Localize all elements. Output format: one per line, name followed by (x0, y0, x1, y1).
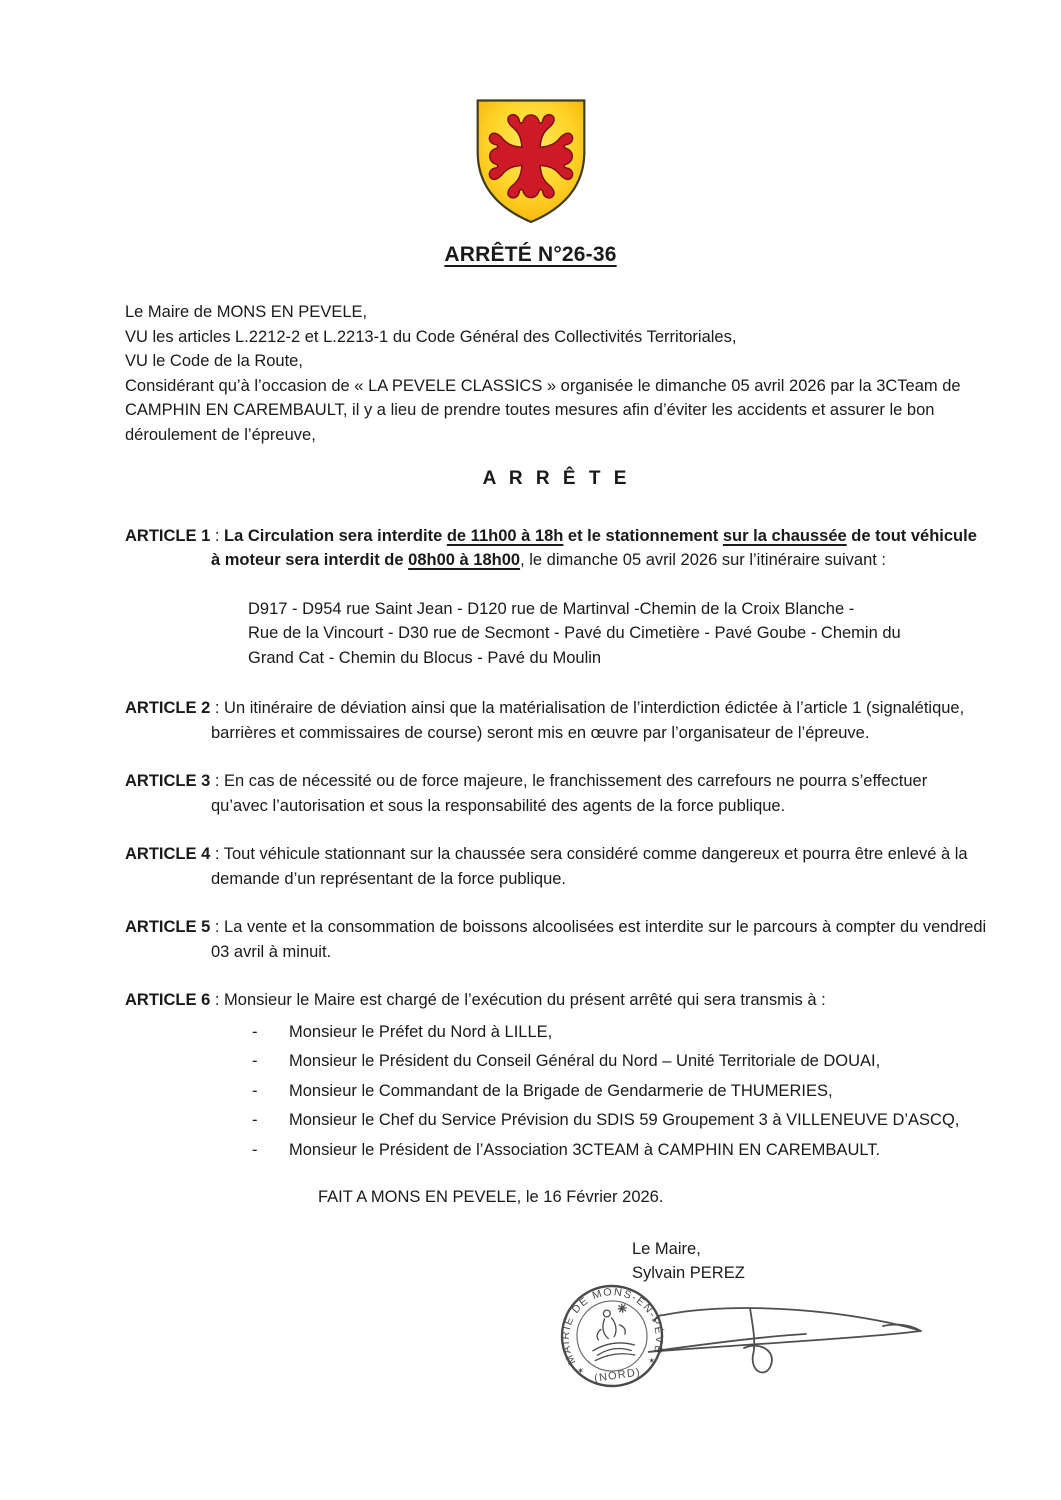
preamble-line: Considérant qu’à l’occasion de « LA PEVELE CLASSICS » organisée le dimanche 05 avril 2026 par la 3CTeam de CAMPHIN EN CAREMBAULT, il y a lieu de prendre toutes mesures afin d’éviter les accidents et assurer le bon déroulement de l’épreuve, (125, 376, 961, 444)
bullet-dash: - (252, 1140, 258, 1159)
article-body: Monsieur le Maire est chargé de l’exécution du présent arrêté qui sera transmis à : (224, 991, 826, 1009)
article-separator: : (210, 699, 225, 717)
list-item (252, 1077, 988, 1107)
seal-star-icon: ✶ (647, 1355, 657, 1367)
list-item-text: Monsieur le Commandant de la Brigade de Gendarmerie de THUMERIES, (289, 1081, 833, 1100)
seal-bottom-text: (NORD) (593, 1366, 642, 1385)
route-line: D917 - D954 rue Saint Jean - D120 rue de Martinval -Chemin de la Croix Blanche - (248, 599, 855, 618)
list-item (252, 1047, 988, 1077)
town-seal-icon (553, 1279, 672, 1393)
article-body: Tout véhicule stationnant sur la chaussée sera considéré comme dangereux et pourra être enlevé à la demande d’un représentant de la force publique. (211, 845, 968, 888)
preamble-line: VU le Code de la Route, (125, 352, 303, 370)
signoff-name: Sylvain PEREZ (632, 1264, 745, 1282)
route-line: Rue de la Vincourt - D30 rue de Secmont - Pavé du Cimetière - Pavé Goube - Chemin du (248, 624, 901, 642)
article-label: ARTICLE 3 (125, 772, 211, 790)
list-item-text: Monsieur le Président de l’Association 3CTEAM à CAMPHIN EN CAREMBAULT. (289, 1140, 881, 1159)
article-6 (125, 988, 988, 1013)
article-2 (125, 696, 988, 745)
list-item (252, 1018, 988, 1048)
seal-emblem-icon (587, 1303, 636, 1360)
bullet-dash: - (252, 1111, 258, 1129)
article-label: ARTICLE 6 (125, 991, 211, 1009)
list-item (252, 1106, 988, 1136)
article-body: En cas de nécessité ou de force majeure, le franchissement des carrefours ne pourra s’effectuer qu’avec l’autorisation et sous la responsabilité des agents de la force publique. (211, 772, 928, 815)
arrete-heading: A R R Ê T E (482, 468, 631, 489)
article-separator: : (210, 526, 225, 545)
signature-stamp-zone (553, 1274, 953, 1414)
seal-star-icon: ✶ (576, 1365, 585, 1377)
document-title: ARRÊTÉ N°26-36 (444, 243, 617, 266)
preamble-line: Le Maire de MONS EN PEVELE, (125, 303, 368, 321)
signature-scribble-icon (648, 1308, 921, 1372)
article-3 (125, 769, 988, 818)
article-label: ARTICLE 1 (125, 526, 211, 545)
bullet-dash: - (252, 1022, 258, 1041)
article-separator: : (210, 991, 225, 1009)
preamble (125, 300, 988, 447)
crest-shield-icon (469, 93, 593, 227)
route-itinerary (248, 597, 988, 671)
recipient-list (125, 1018, 988, 1166)
article-body: Un itinéraire de déviation ainsi que la matérialisation de l’interdiction édictée à l’article 1 (signalétique, barrières et commissaires de course) seront mis en œuvre par l’organisateur de l’épreuve. (211, 699, 965, 742)
closing-line: FAIT A MONS EN PEVELE, le 16 Février 2026. (318, 1188, 664, 1206)
municipal-crest (0, 0, 1061, 227)
article-label: ARTICLE 4 (125, 845, 211, 863)
article-separator: : (210, 772, 225, 790)
list-item-text: Monsieur le Président du Conseil Général du Nord – Unité Territoriale de DOUAI, (289, 1052, 881, 1070)
route-line: Grand Cat - Chemin du Blocus - Pavé du Moulin (248, 648, 602, 667)
bullet-dash: - (252, 1081, 258, 1100)
article-body: La vente et la consommation de boissons alcoolisées est interdite sur le parcours à compter du vendredi 03 avril à minuit. (211, 918, 987, 961)
seal-ring-text: MAIRIE DE MONS-EN-PÉVÈLE (559, 1286, 666, 1367)
preamble-line: VU les articles L.2212-2 et L.2213-1 du Code Général des Collectivités Territoriales, (125, 327, 737, 346)
document-body (0, 300, 1061, 1286)
article-1: ARTICLE 1 : La Circulation sera interdite de 11h00 à 18h et le stationnement sur la chaussée de tout véhicule à moteur sera interdit de 08h00 à 18h00, le dimanche 05 avril 2026 sur l’itinéraire suivant : (125, 526, 977, 569)
article-label: ARTICLE 2 (125, 699, 211, 717)
article-4 (125, 842, 988, 891)
list-item-text: Monsieur le Préfet du Nord à LILLE, (289, 1022, 553, 1041)
signoff-role: Le Maire, (632, 1239, 701, 1258)
article-5 (125, 915, 988, 964)
article-separator: : (210, 918, 225, 936)
seal-and-signature (553, 1274, 953, 1414)
bullet-dash: - (252, 1052, 258, 1070)
article-separator: : (210, 845, 224, 863)
list-item (252, 1136, 988, 1166)
list-item-text: Monsieur le Chef du Service Prévision du SDIS 59 Groupement 3 à VILLENEUVE D’ASCQ, (289, 1111, 960, 1129)
article-label: ARTICLE 5 (125, 918, 211, 936)
